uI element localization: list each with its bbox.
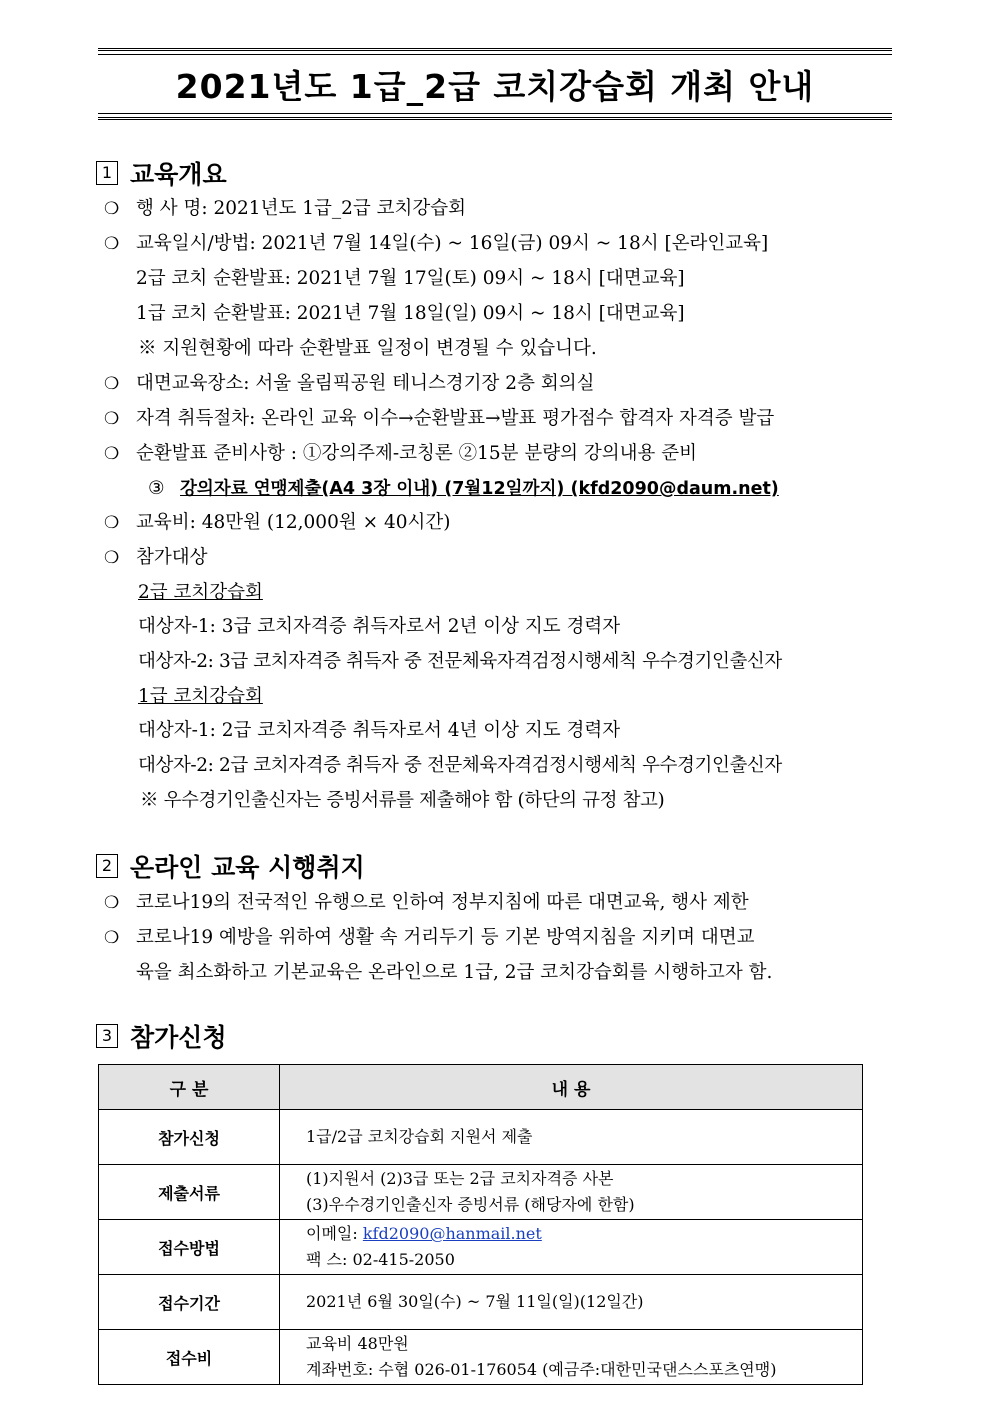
email-link[interactable]: kfd2090@hanmail.net bbox=[362, 1224, 542, 1243]
table-header-category: 구 분 bbox=[99, 1065, 280, 1110]
email-label: 이메일: bbox=[306, 1224, 363, 1243]
row-label: 참가신청 bbox=[99, 1110, 280, 1165]
course-2-heading: 2급 코치강습회 bbox=[138, 582, 263, 603]
row-content bbox=[280, 1275, 863, 1330]
row-content bbox=[280, 1330, 863, 1385]
course-1-target-1: 대상자-1: 2급 코치자격증 취득자로서 4년 이상 지도 경력자 bbox=[138, 720, 621, 741]
section-number-box: 1 bbox=[96, 161, 118, 185]
section-number-box: 2 bbox=[96, 854, 118, 878]
row-label: 접수기간 bbox=[99, 1275, 280, 1330]
section-title: 참가신청 bbox=[130, 1023, 227, 1052]
section-3-heading bbox=[96, 1018, 227, 1054]
course-2-target-1: 대상자-1: 3급 코치자격증 취득자로서 2년 이상 지도 경력자 bbox=[138, 616, 621, 637]
prep-line: 순환발표 준비사항 : ①강의주제-코칭론 ②15분 분량의 강의내용 준비 bbox=[136, 443, 697, 464]
target-line: 참가대상 bbox=[136, 547, 208, 568]
row-content bbox=[280, 1220, 863, 1275]
email-line bbox=[306, 1221, 862, 1247]
prep-3-line: 강의자료 연맹제출(A4 3장 이내) (7월12일까지) (kfd2090@daum.net) bbox=[180, 479, 779, 499]
bullet-icon: ❍ bbox=[104, 548, 120, 568]
schedule-2-line: 2급 코치 순환발표: 2021년 7월 17일(토) 09시 ~ 18시 [대면교육] bbox=[136, 268, 685, 289]
row-line: 계좌번호: 수협 026-01-176054 (예금주:대한민국댄스스포츠연맹) bbox=[306, 1360, 777, 1379]
section-title: 온라인 교육 시행취지 bbox=[130, 853, 365, 882]
course-1-target-2: 대상자-2: 2급 코치자격증 취득자 중 전문체육자격검정시행세칙 우수경기인출신자 bbox=[138, 755, 782, 776]
schedule-line: 교육일시/방법: 2021년 7월 14일(수) ~ 16일(금) 09시 ~ 18시 [온라인교육] bbox=[136, 233, 769, 254]
title-banner bbox=[98, 48, 892, 120]
row-content bbox=[280, 1110, 863, 1165]
course-1-heading: 1급 코치강습회 bbox=[138, 686, 263, 707]
row-label: 접수비 bbox=[99, 1330, 280, 1385]
purpose-line-1: 코로나19의 전국적인 유행으로 인하여 정부지침에 따른 대면교육, 행사 제한 bbox=[136, 892, 749, 913]
bullet-icon: ❍ bbox=[104, 928, 120, 948]
table-row bbox=[99, 1220, 863, 1275]
bullet-icon: ❍ bbox=[104, 234, 120, 254]
schedule-note: ※ 지원현황에 따라 순환발표 일정이 변경될 수 있습니다. bbox=[138, 338, 597, 359]
section-1-heading bbox=[96, 155, 227, 191]
row-content bbox=[280, 1165, 863, 1220]
bullet-icon: ❍ bbox=[104, 893, 120, 913]
row-line: (1)지원서 (2)3급 또는 2급 코치자격증 사본 bbox=[306, 1169, 614, 1188]
table-row bbox=[99, 1110, 863, 1165]
table-header-row bbox=[99, 1065, 863, 1110]
fee-line: 교육비: 48만원 (12,000원 × 40시간) bbox=[136, 512, 451, 533]
row-line: 교육비 48만원 bbox=[306, 1334, 409, 1353]
row-label: 제출서류 bbox=[99, 1165, 280, 1220]
section-2-heading bbox=[96, 848, 365, 884]
row-line: 2021년 6월 30일(수) ~ 7월 11일(일)(12일간) bbox=[306, 1292, 644, 1311]
event-name-line: 행 사 명: 2021년도 1급_2급 코치강습회 bbox=[136, 198, 466, 219]
section-title: 교육개요 bbox=[130, 160, 227, 189]
row-line: 1급/2급 코치강습회 지원서 제출 bbox=[306, 1127, 533, 1146]
prep-3-mark: ③ bbox=[148, 478, 165, 499]
table-row bbox=[99, 1275, 863, 1330]
venue-line: 대면교육장소: 서울 올림픽공원 테니스경기장 2층 회의실 bbox=[136, 373, 595, 394]
purpose-line-2: 코로나19 예방을 위하여 생활 속 거리두기 등 기본 방역지침을 지키며 대면교 bbox=[136, 927, 755, 948]
section-number-box: 3 bbox=[96, 1024, 118, 1048]
row-label: 접수방법 bbox=[99, 1220, 280, 1275]
bullet-icon: ❍ bbox=[104, 444, 120, 464]
row-line: (3)우수경기인출신자 증빙서류 (해당자에 한함) bbox=[306, 1195, 635, 1214]
procedure-line: 자격 취득절차: 온라인 교육 이수→순환발표→발표 평가점수 합격자 자격증 발급 bbox=[136, 408, 775, 429]
bullet-icon: ❍ bbox=[104, 374, 120, 394]
purpose-line-3: 육을 최소화하고 기본교육은 온라인으로 1급, 2급 코치강습회를 시행하고자 함. bbox=[136, 962, 773, 983]
target-note: ※ 우수경기인출신자는 증빙서류를 제출해야 함 (하단의 규정 참고) bbox=[140, 790, 665, 811]
fax-line: 팩 스: 02-415-2050 bbox=[306, 1250, 455, 1269]
bullet-icon: ❍ bbox=[104, 199, 120, 219]
table-row bbox=[99, 1330, 863, 1385]
page-title: 2021년도 1급_2급 코치강습회 개최 안내 bbox=[175, 66, 815, 106]
table-header-content: 내 용 bbox=[280, 1065, 863, 1110]
application-table bbox=[98, 1064, 863, 1385]
schedule-1-line: 1급 코치 순환발표: 2021년 7월 18일(일) 09시 ~ 18시 [대면교육] bbox=[136, 303, 685, 324]
bullet-icon: ❍ bbox=[104, 513, 120, 533]
table-row bbox=[99, 1165, 863, 1220]
bullet-icon: ❍ bbox=[104, 409, 120, 429]
course-2-target-2: 대상자-2: 3급 코치자격증 취득자 중 전문체육자격검정시행세칙 우수경기인출신자 bbox=[138, 651, 782, 672]
